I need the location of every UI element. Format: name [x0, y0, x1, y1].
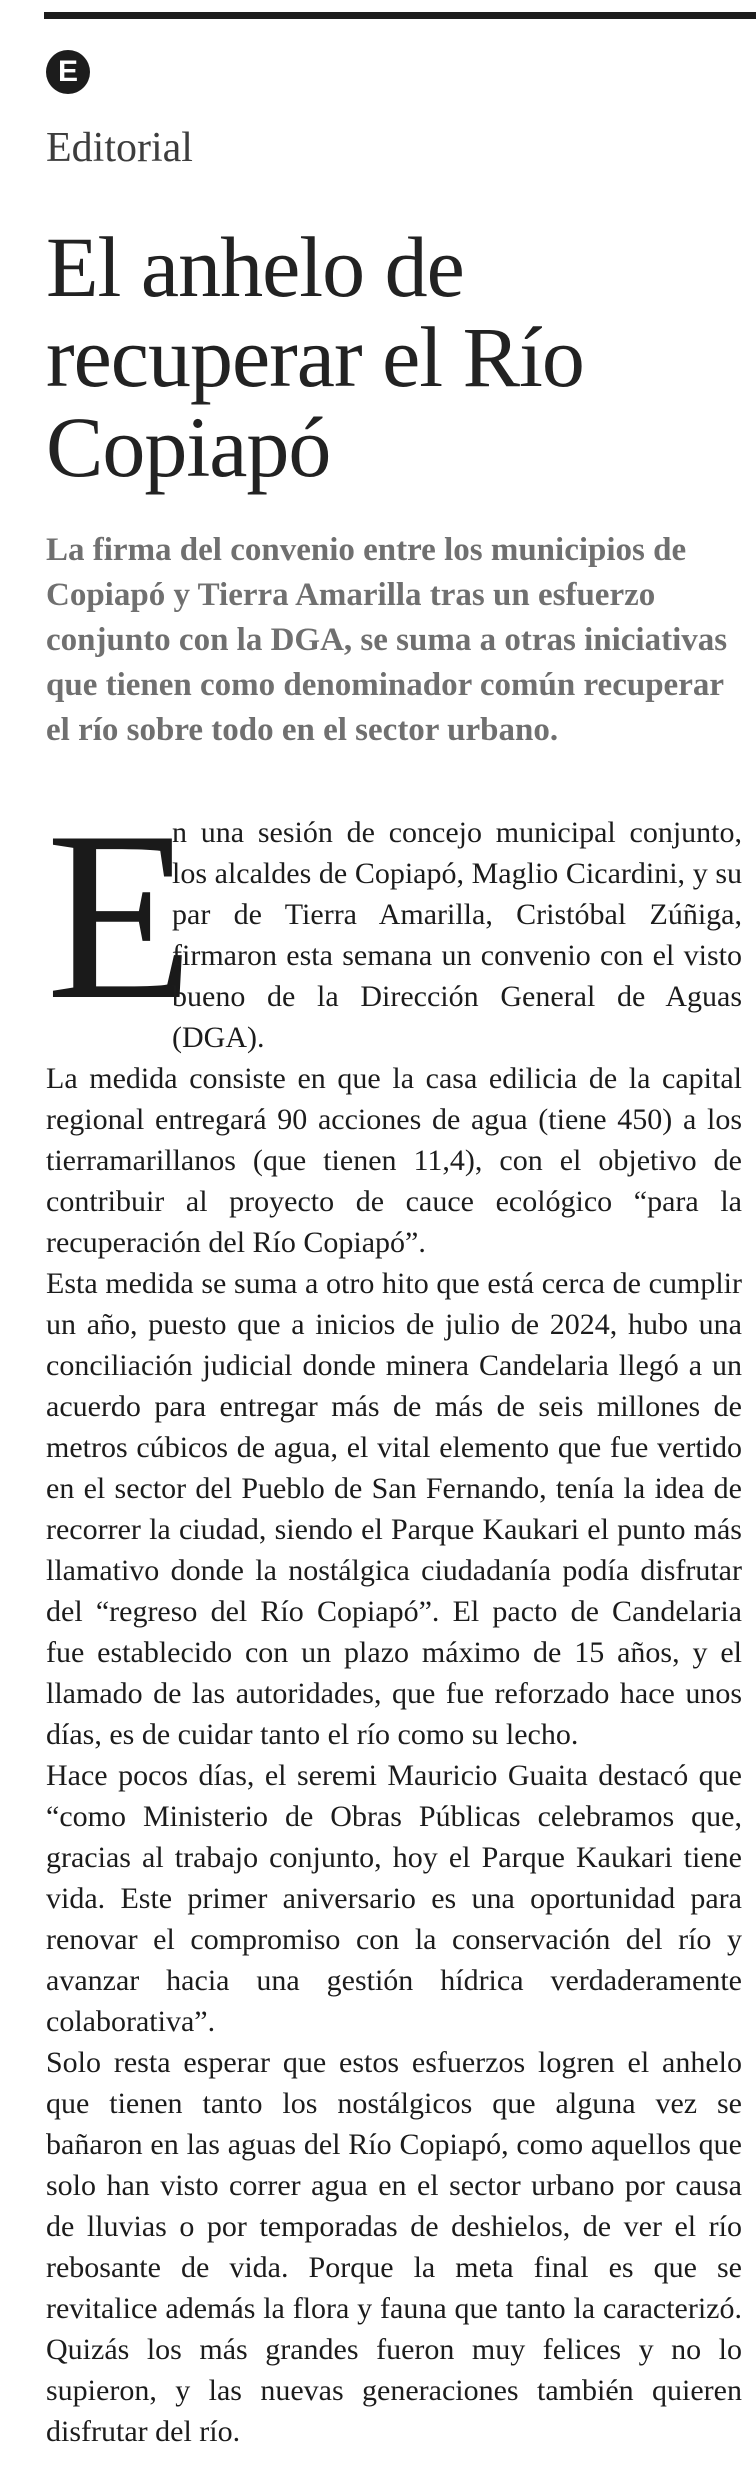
article-body [46, 782, 742, 2452]
article-standfirst: La firma del convenio entre los municipios de Copiapó y Tierra Amarilla tras un esfuerzo conjunto con la DGA, se suma a otras iniciativas que tienen como denominador común recuperar el río sobre todo en el sector urbano. [46, 532, 728, 748]
article-paragraph [46, 782, 742, 1058]
article-paragraph: Solo resta esperar que estos esfuerzos logren el anhelo que tienen tanto los nostálgicos que alguna vez se bañaron en las aguas del Río Copiapó, como aquellos que solo han visto correr agua en el sector urbano por causa de lluvias o por temporadas de deshielos, de ver el río rebosante de vida. Porque la meta final es que se revitalice además la flora y fauna que tanto la caracterizó. Quizás los más grandes fueron muy felices y no lo supieron, y las nuevas generaciones también quieren disfrutar del río. [46, 2046, 742, 2448]
article-paragraph: Esta medida se suma a otro hito que está cerca de cumplir un año, puesto que a inicios de julio de 2024, hubo una conciliación judicial donde minera Candelaria llegó a un acuerdo para entregar más de más de seis millones de metros cúbicos de agua, el vital elemento que fue vertido en el sector del Pueblo de San Fernando, tenía la idea de recorrer la ciudad, siendo el Parque Kaukari el punto más llamativo donde la nostálgica ciudadanía podía disfrutar del “regreso del Río Copiapó”. El pacto de Candelaria fue establecido con un plazo máximo de 15 años, y el llamado de las autoridades, que fue reforzado hace unos días, es de cuidar tanto el río como su lecho. [46, 1267, 742, 1751]
top-rule [44, 12, 756, 19]
article-headline: El anhelo de recuperar el Río Copiapó [46, 219, 584, 495]
article-paragraph: La medida consiste en que la casa edilicia de la capital regional entregará 90 acciones de agua (tiene 450) a los tierramarillanos (que tienen 11,4), con el objetivo de contribuir al proyecto de cauce ecológico “para la recuperación del Río Copiapó”. [46, 1062, 742, 1259]
section-label: Editorial [46, 125, 193, 171]
article-paragraph: Hace pocos días, el seremi Mauricio Guaita destacó que “como Ministerio de Obras Públicas celebramos que, gracias al trabajo conjunto, hoy el Parque Kaukari tiene vida. Este primer aniversario es una oportunidad para renovar el compromiso con la conservación del río y avanzar hacia una gestión hídrica verdaderamente colaborativa”. [46, 1759, 742, 2038]
paragraph-text: n una sesión de concejo municipal conjunto, los alcaldes de Copiapó, Maglio Cicardini, y su par de Tierra Amarilla, Cristóbal Zúñiga, firmaron esta semana un convenio con el visto bueno de la Dirección General de Aguas (DGA). [172, 816, 742, 1054]
section-badge-letter: E [57, 55, 78, 88]
drop-cap: E [46, 782, 194, 1050]
section-badge-icon [46, 50, 90, 94]
